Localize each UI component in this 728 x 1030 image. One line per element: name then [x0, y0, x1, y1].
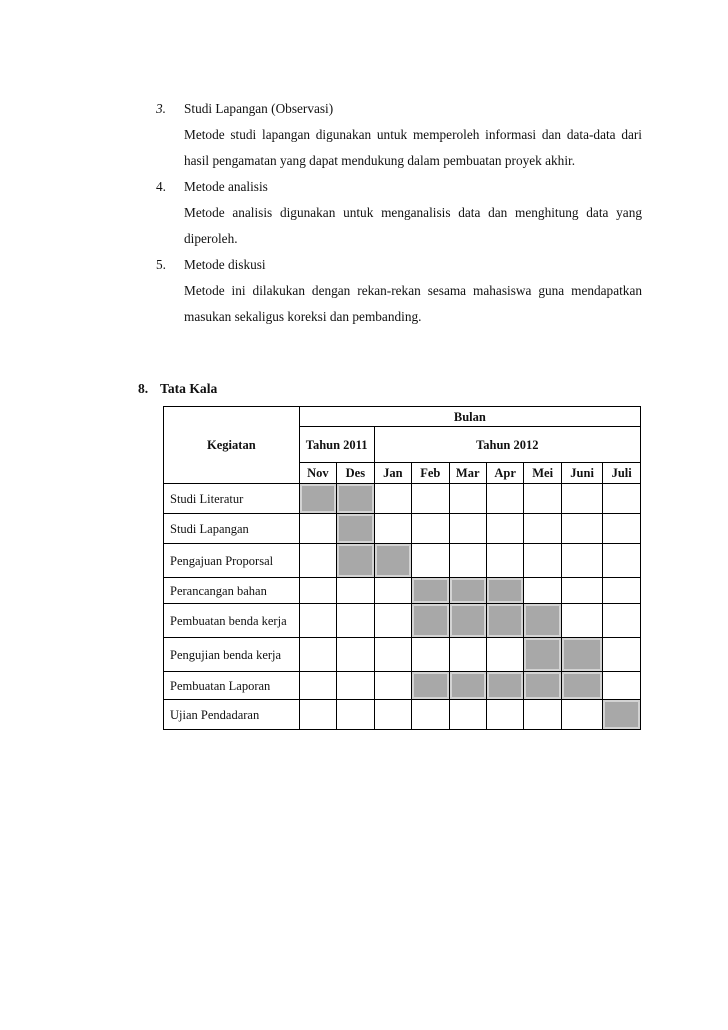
schedule-cell-active [524, 672, 561, 700]
schedule-cell [412, 700, 449, 730]
schedule-cell [337, 604, 374, 638]
method-description: Metode studi lapangan digunakan untuk memperoleh informasi dan data-data dari hasil pengamatan yang dapat mendukung dalam pembuatan proyek akhir. [184, 127, 642, 168]
schedule-cell-active [412, 672, 449, 700]
schedule-cell-active [561, 638, 603, 672]
schedule-table [163, 406, 641, 730]
methods-list [150, 96, 642, 330]
activity-label: Studi Literatur [164, 484, 300, 514]
activity-label: Pembuatan Laporan [164, 672, 300, 700]
schedule-cell [486, 544, 523, 578]
schedule-cell-active [337, 514, 374, 544]
schedule-cell-active [603, 700, 641, 730]
bulan-header: Bulan [299, 407, 640, 427]
month-header-des: Des [337, 463, 374, 484]
schedule-cell [299, 672, 336, 700]
schedule-cell [561, 484, 603, 514]
schedule-cell [486, 700, 523, 730]
schedule-cell [337, 700, 374, 730]
schedule-cell [603, 544, 641, 578]
schedule-cell-active [337, 544, 374, 578]
schedule-row [164, 544, 641, 578]
schedule-cell [299, 578, 336, 604]
schedule-cell [299, 638, 336, 672]
schedule-cell [449, 700, 486, 730]
schedule-cell-active [486, 604, 523, 638]
schedule-cell-active [524, 604, 561, 638]
schedule-cell [603, 604, 641, 638]
month-header-juli: Juli [603, 463, 641, 484]
schedule-cell [412, 544, 449, 578]
month-header-juni: Juni [561, 463, 603, 484]
schedule-cell-active [486, 672, 523, 700]
schedule-cell [561, 514, 603, 544]
month-header-jan: Jan [374, 463, 411, 484]
method-title: Metode diskusi [184, 257, 266, 272]
schedule-cell [374, 578, 411, 604]
schedule-cell [299, 604, 336, 638]
schedule-row [164, 672, 641, 700]
schedule-cell [374, 514, 411, 544]
schedule-cell [374, 604, 411, 638]
month-header-mar: Mar [449, 463, 486, 484]
schedule-cell-active [524, 638, 561, 672]
schedule-cell [449, 544, 486, 578]
method-item-4 [150, 174, 642, 252]
schedule-row [164, 514, 641, 544]
schedule-cell [524, 544, 561, 578]
schedule-cell [524, 700, 561, 730]
schedule-cell [374, 484, 411, 514]
method-title: Studi Lapangan (Observasi) [184, 101, 334, 116]
activity-label: Pengajuan Proporsal [164, 544, 300, 578]
schedule-cell-active [561, 672, 603, 700]
method-number: 3. [156, 101, 166, 116]
section-title: Tata Kala [160, 381, 218, 396]
schedule-cell [561, 604, 603, 638]
schedule-row [164, 638, 641, 672]
schedule-cell [486, 514, 523, 544]
year-2011-header: Tahun 2011 [299, 427, 374, 463]
schedule-cell [486, 484, 523, 514]
schedule-row [164, 484, 641, 514]
schedule-cell [524, 578, 561, 604]
month-header-apr: Apr [486, 463, 523, 484]
method-item-5 [150, 252, 642, 330]
method-number: 5. [156, 257, 166, 272]
schedule-cell [337, 638, 374, 672]
schedule-cell [603, 484, 641, 514]
year-2012-header: Tahun 2012 [374, 427, 640, 463]
section-heading [138, 379, 217, 399]
schedule-cell [299, 544, 336, 578]
schedule-cell [561, 700, 603, 730]
schedule-cell [412, 484, 449, 514]
month-header-mei: Mei [524, 463, 561, 484]
method-description: Metode analisis digunakan untuk menganalisis data dan menghitung data yang diperoleh. [184, 205, 642, 246]
schedule-row [164, 700, 641, 730]
schedule-row [164, 604, 641, 638]
schedule-cell [412, 514, 449, 544]
method-item-3 [150, 96, 642, 174]
month-header-nov: Nov [299, 463, 336, 484]
activity-label: Pengujian benda kerja [164, 638, 300, 672]
schedule-cell-active [486, 578, 523, 604]
section-number: 8. [138, 381, 149, 396]
schedule-cell [524, 514, 561, 544]
schedule-cell [603, 638, 641, 672]
schedule-cell-active [412, 578, 449, 604]
method-number: 4. [156, 179, 166, 194]
activity-label: Ujian Pendadaran [164, 700, 300, 730]
schedule-cell [299, 700, 336, 730]
schedule-cell [603, 578, 641, 604]
schedule-cell [374, 700, 411, 730]
schedule-cell [561, 578, 603, 604]
schedule-cell [374, 638, 411, 672]
schedule-cell [412, 638, 449, 672]
schedule-cell [603, 672, 641, 700]
schedule-row [164, 578, 641, 604]
schedule-cell [449, 514, 486, 544]
schedule-cell-active [337, 484, 374, 514]
schedule-cell-active [374, 544, 411, 578]
schedule-cell [337, 672, 374, 700]
method-title: Metode analisis [184, 179, 268, 194]
activity-label: Studi Lapangan [164, 514, 300, 544]
schedule-cell-active [299, 484, 336, 514]
schedule-cell [449, 638, 486, 672]
schedule-cell [561, 544, 603, 578]
schedule-cell [337, 578, 374, 604]
schedule-cell [299, 514, 336, 544]
schedule-cell-active [412, 604, 449, 638]
schedule-cell [449, 484, 486, 514]
schedule-cell [486, 638, 523, 672]
method-description: Metode ini dilakukan dengan rekan-rekan sesama mahasiswa guna mendapatkan masukan sekaligus koreksi dan pembanding. [184, 283, 642, 324]
schedule-cell-active [449, 604, 486, 638]
activity-label: Pembuatan benda kerja [164, 604, 300, 638]
month-header-feb: Feb [412, 463, 449, 484]
activity-label: Perancangan bahan [164, 578, 300, 604]
schedule-cell [524, 484, 561, 514]
schedule-cell [374, 672, 411, 700]
schedule-cell [603, 514, 641, 544]
kegiatan-header: Kegiatan [164, 407, 300, 484]
schedule-cell-active [449, 578, 486, 604]
schedule-cell-active [449, 672, 486, 700]
